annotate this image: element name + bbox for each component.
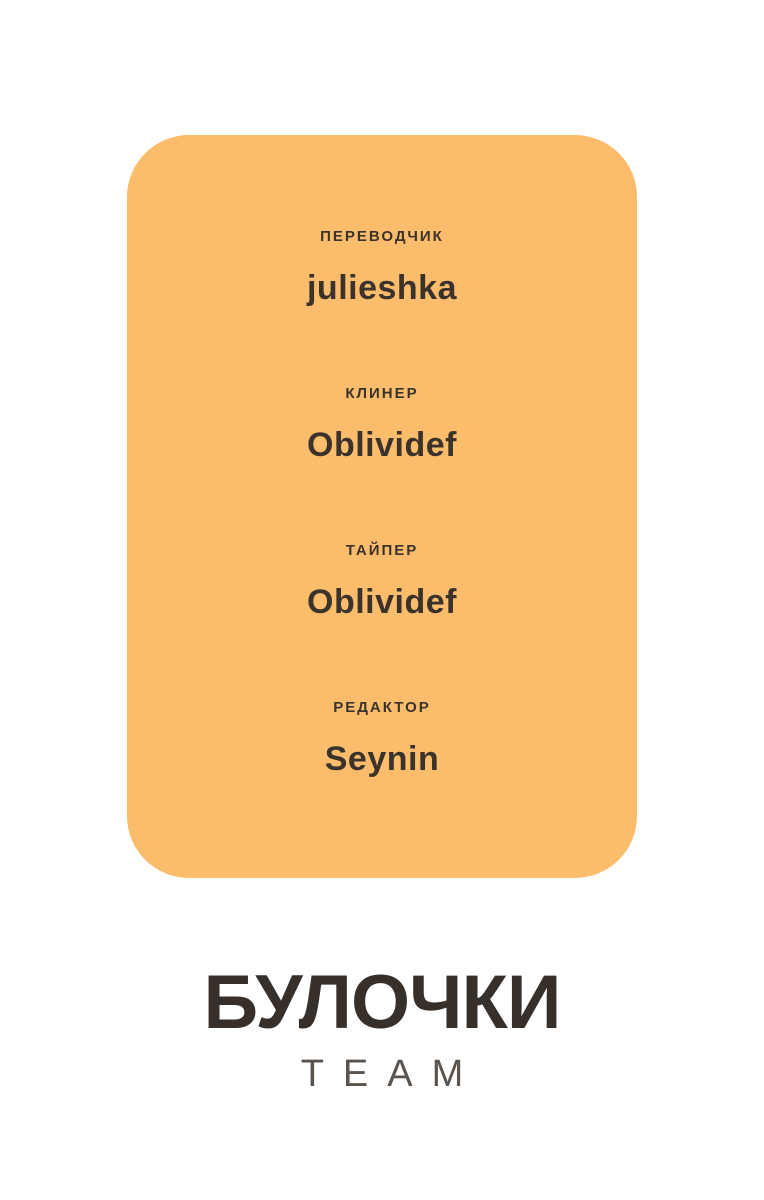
member-name: Seynin: [324, 740, 440, 778]
credit-entry-typesetter: [127, 541, 637, 622]
role-label: РЕДАКТОР: [333, 699, 431, 716]
credit-entry-editor: [127, 698, 637, 779]
credit-entry-translator: [127, 227, 637, 308]
member-name: Oblividef: [307, 426, 457, 464]
member-name: julieshka: [306, 269, 457, 307]
credits-card: [127, 135, 637, 878]
credit-entry-cleaner: [127, 384, 637, 465]
team-footer: [0, 960, 764, 1095]
role-label: КЛИНЕР: [345, 385, 419, 402]
role-label: ТАЙПЕР: [345, 542, 419, 559]
team-label: TEAM: [300, 1053, 483, 1095]
team-name: БУЛОЧКИ: [203, 960, 561, 1045]
member-name: Oblividef: [307, 583, 457, 621]
role-label: ПЕРЕВОДЧИК: [320, 228, 444, 245]
